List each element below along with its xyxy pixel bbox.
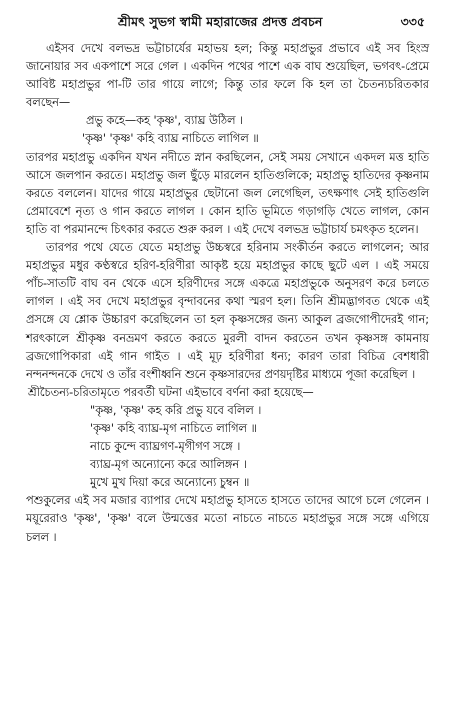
- paragraph-deer-and-tigers: তারপর পথে যেতে যেতে মহাপ্রভু উচ্চস্বরে হরিনাম সংকীর্তন করতে লাগলেন; আর মহাপ্রভুর মধুর কণ্ঠস্বরে হরিণ-হরিণীরা আকৃষ্ট হয়ে মহাপ্রভুর কাছে ছুটে এল । এই সময়ে পাঁচ-সাতটি বাঘ বন থেকে এসে হরিণীদের সঙ্গে একত্রে মহাপ্রভুকে অনুসরণ করে চলতে লাগল । এই সব দেখে মহাপ্রভুর বৃন্দাবনের কথা স্মরণ হল। তিনি শ্রীমদ্ভাগবত থেকে এই প্রসঙ্গে যে শ্লোক উচ্চারণ করেছিলেন তা হল কৃষ্ণসঙ্গের জন্য আকুল ব্রজগোপীদেরই গান; শরৎকালে শ্রীকৃষ্ণ বনভ্রমণ করতে করতে মুরলী বাদন করতেন তখন কৃষ্ণসঙ্গ কামনায় ব্রজগোপিকারা এই গান গাইত । এই মূঢ় হরিণীরা ধন্য; কারণ তারা বিচিত্র বেশধারী নন্দনন্দনকে দেখে ও তাঁর বংশীধ্বনি শুনে কৃষ্ণসারদের প্রণয়দৃষ্টির মাধ্যমে পূজা করেছিল ।: [26, 241, 429, 381]
- verse-block: [26, 402, 429, 492]
- running-title: শ্রীমৎ সুভগ স্বামী মহারাজের প্রদত্ত প্রবচন: [118, 14, 323, 29]
- quote-introduction: শ্রীচৈতন্য-চরিতামৃতে পরবর্তী ঘটনা এইভাবে বর্ণনা করা হয়েছে—: [28, 385, 314, 399]
- paragraph-elephants: তারপর মহাপ্রভু একদিন যখন নদীতে স্নান করছিলেন, সেই সময় সেখানে একদল মত্ত হাতি আসে জলপান করতে। মহাপ্রভু জল ছুঁড়ে মারলেন হাতিগুলিকে; মহাপ্রভু হাতিদের কৃষ্ণনাম করতে বললেন। যাদের গায়ে মহাপ্রভুর ছেটানো জল লেগেছিল, তৎক্ষণাৎ সেই হাতিগুলি প্রেমাবেশে নৃত্য ও গান করতে লাগল । কোন হাতি ভূমিতে গড়াগড়ি খেতে লাগল, কোন হাতি বা পরমানন্দে চিৎকার করতে শুরু করল । এই দেখে বলভদ্র ভট্টাচার্য চমৎকৃত হলেন।: [26, 150, 429, 236]
- verse-line: 'কৃষ্ণ' কহি ব্যাঘ্র-মৃগ নাচিতে লাগিল ॥: [90, 421, 257, 435]
- verse-line: প্রভু কহে—কহ 'কৃষ্ণ', ব্যাঘ্র উঠিল ।: [86, 114, 244, 128]
- page-header: [26, 14, 429, 40]
- verse-line: মুখে মুখ দিয়া করে অন্যোন্যে চুম্বন ॥: [90, 476, 250, 490]
- body-text: [26, 40, 429, 547]
- verse-line: 'কৃষ্ণ' 'কৃষ্ণ' কহি ব্যাঘ্র নাচিতে লাগিল ॥: [82, 132, 259, 146]
- verse-line: "কৃষ্ণ, 'কৃষ্ণ' কহ করি প্রভু যবে বলিল ।: [90, 403, 262, 417]
- verse-line: নাচে কুন্দে ব্যাঘ্রগণ-মৃগীগণ সঙ্গে ।: [90, 440, 241, 454]
- paragraph-peacocks: পশুকুলের এই সব মজার ব্যাপার দেখে মহাপ্রভু হাসতে হাসতে তাদের আগে চলে গেলেন । ময়ূরেরাও 'কৃষ্ণ', 'কৃষ্ণ' বলে উন্মত্তের মতো নাচতে নাচতে মহাপ্রভুর সঙ্গে সঙ্গে এগিয়ে চলল ।: [26, 494, 429, 544]
- page-number: ৩৩৫: [400, 14, 425, 29]
- verse-line: ব্যাঘ্র-মৃগ অন্যোন্যে করে আলিঙ্গন ।: [90, 458, 247, 472]
- paragraph-tiger-story: এইসব দেখে বলভদ্র ভট্টাচার্যের মহাভয় হল; কিন্তু মহাপ্রভুর প্রভাবে এই সব হিংস্র জানোয়ার সব একপাশে সরে গেল । একদিন পথের পাশে এক বাঘ শুয়েছিল, ভগবৎ-প্রেমে আবিষ্ট মহাপ্রভুর পা-টি তার গায়ে লাগে; কিন্তু তার ফলে কি হল তা চৈতন্যচরিতকার বলছেন—: [26, 42, 429, 110]
